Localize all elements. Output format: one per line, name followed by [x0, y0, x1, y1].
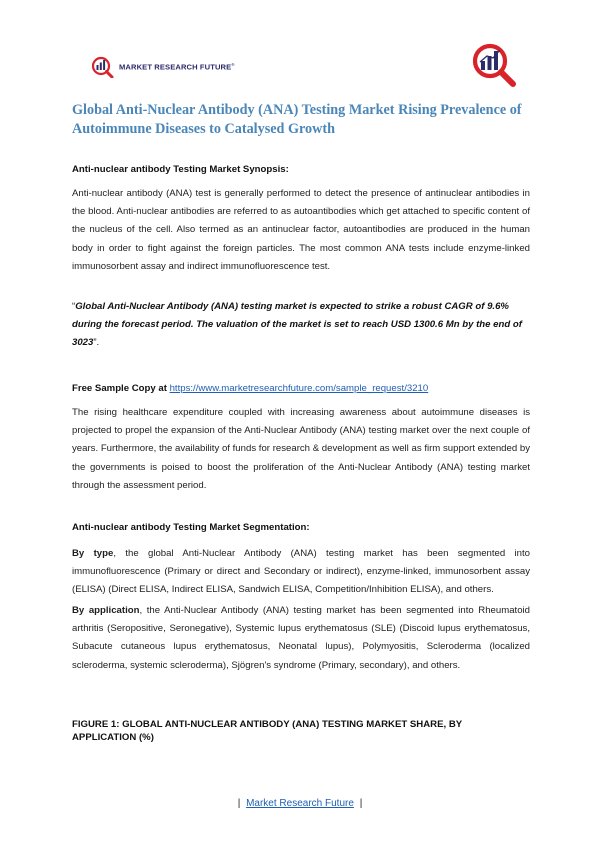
by-application-paragraph: By application, the Anti-Nuclear Antibody (ANA) testing market has been segmented into Rheumatoid arthritis (Seropositive, Seronegative), Systemic lupus erythematosus (SLE) (Discoid lupus erythematosus, Subacute cutaneous lupus erythematosus, Neonatal lupus), Polymyositis, Scleroderma (localized scleroderma, systemic scleroderma), Sjögren's syndrome (Primary, secondary), and others.	[72, 605, 530, 671]
by-application-label: By application	[72, 605, 140, 616]
by-type-paragraph: By type, the global Anti-Nuclear Antibody (ANA) testing market has been segmented into immunofluorescence (Primary or direct and Secondary or indirect), enzyme-linked, immunosorbent assay (ELISA) (Direct ELISA, Indirect ELISA, Sandwich ELISA, Competition/Inhibition ELISA), and others.	[72, 548, 531, 596]
document-title: Global Anti-Nuclear Antibody (ANA) Testing Market Rising Prevalence of Autoimmune Diseases to Catalysed Growth	[72, 102, 522, 137]
footer-link[interactable]: Market Research Future	[246, 798, 354, 809]
by-type-label: By type	[72, 548, 114, 559]
synopsis-heading: Anti-nuclear antibody Testing Market Synopsis:	[72, 164, 289, 175]
mrf-logo-icon	[92, 56, 116, 78]
free-sample-line: Free Sample Copy at https://www.marketresearchfuture.com/sample_request/3210	[72, 383, 429, 394]
segmentation-heading: Anti-nuclear antibody Testing Market Segmentation:	[72, 522, 310, 533]
market-forecast-quote: “Global Anti-Nuclear Antibody (ANA) testing market is expected to strike a robust CAGR of 9.6% during the forecast period. The valuation of the market is set to reach USD 1300.6 Mn by the end of 3023”.	[72, 301, 522, 349]
synopsis-paragraph: Anti-nuclear antibody (ANA) test is generally performed to detect the presence of antinuclear antibodies in the blood. Anti-nuclear antibodies are referred to as autoantibodies which get attached to specific content of the nucleus of the cell. Also termed as an antinuclear factor, autoantibodies are produced in the human body in order to fight against the foreign particles. The most common ANA tests include enzyme-linked immunosorbent assay and indirect immunofluorescence test.	[72, 188, 530, 272]
brand-name: MARKET RESEARCH FUTURE®	[119, 62, 235, 72]
sample-request-link[interactable]: https://www.marketresearchfuture.com/sample_request/3210	[169, 383, 429, 394]
brand-logo[interactable]	[92, 56, 234, 78]
quote-text: Global Anti-Nuclear Antibody (ANA) testing market is expected to strike a robust CAGR of 9.6% during the forecast period. The valuation of the market is set to reach USD 1300.6 Mn by the end of 3023	[72, 301, 522, 349]
page-footer: | Market Research Future |	[237, 798, 363, 809]
figure-title: FIGURE 1: GLOBAL ANTI-NUCLEAR ANTIBODY (ANA) TESTING MARKET SHARE, BY APPLICATION (%)	[72, 719, 462, 743]
magnifier-chart-icon	[470, 42, 518, 88]
growth-paragraph: The rising healthcare expenditure coupled with increasing awareness about autoimmune diseases is projected to propel the expansion of the Anti-Nuclear Antibody (ANA) testing market over the next couple of years. Furthermore, the availability of funds for research & development as well as firm support extended by the governments is poised to boost the proliferation of the Anti-Nuclear Antibody (ANA) testing market through the assessment period.	[72, 407, 530, 491]
